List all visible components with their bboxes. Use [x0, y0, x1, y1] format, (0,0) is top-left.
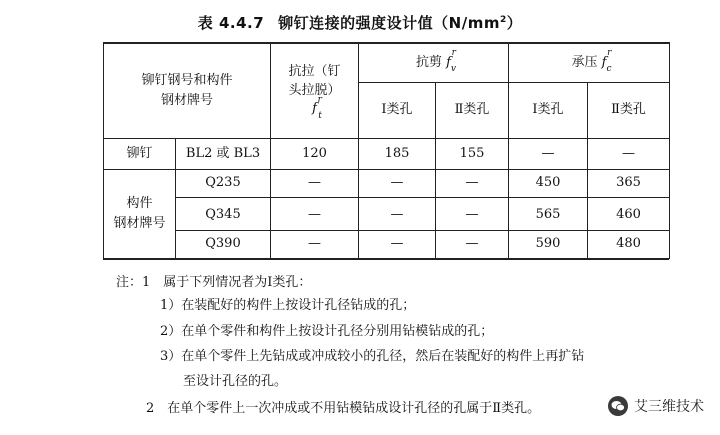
- q345-bearing-class2: 460: [616, 207, 641, 223]
- q390-tension: —: [308, 236, 321, 252]
- note-1-item-3-line2: 至设计孔径的孔。: [183, 374, 288, 389]
- q390-shear-class2: —: [465, 236, 479, 252]
- note-1-item-2: 2）在单个零件和构件上按设计孔径分别用钻模钻成的孔；: [160, 324, 494, 339]
- table-title-text: 铆钉连接的强度设计值（N/mm: [278, 14, 500, 32]
- watermark: [602, 393, 710, 419]
- bearing-symbol: f r c: [601, 47, 612, 75]
- rivet-grade: BL2 或 BL3: [185, 145, 261, 161]
- q235-tension: —: [308, 175, 321, 191]
- header-shear-class2: Ⅱ类孔: [454, 102, 490, 118]
- q390-bearing-class1: 590: [535, 236, 561, 252]
- member-label-line2: 钢材牌号: [113, 216, 166, 231]
- header-shear-label: 抗剪: [416, 54, 443, 70]
- member-label-line1: 构件: [126, 195, 153, 211]
- rivet-bearing-class1: —: [541, 145, 555, 161]
- header-bearing-class2: Ⅱ类孔: [611, 102, 646, 118]
- table-number: 表 4.4.7: [197, 14, 265, 32]
- header-bearing-class1: Ⅰ类孔: [532, 102, 564, 118]
- header-material-line2: 钢材牌号: [160, 93, 213, 108]
- title-close: ）: [506, 14, 523, 32]
- q390-shear-class1: —: [390, 236, 404, 252]
- shear-symbol: f r v: [446, 47, 456, 75]
- header-tension-line2: 头拉脱）: [288, 82, 341, 98]
- q390-bearing-class2: 480: [616, 236, 641, 252]
- q345-shear-class2: —: [465, 207, 479, 223]
- q235-grade: Q235: [205, 175, 241, 191]
- note-2: 2 在单个零件上一次冲成或不用钻模钻成设计孔径的孔属于Ⅱ类孔。: [146, 401, 541, 416]
- rivet-tension: 120: [302, 145, 327, 161]
- wechat-icon: [608, 396, 628, 416]
- header-bearing-label: 承压: [571, 54, 598, 70]
- header-tension-line1: 抗拉（钉: [288, 63, 341, 79]
- header-material-line1: 铆钉钢号和构件: [141, 72, 233, 88]
- rivet-shear-class2: 155: [459, 145, 485, 161]
- rivet-shear-class1: 185: [384, 145, 410, 161]
- note-1: 注：1 属于下列情况者为Ⅰ类孔：: [116, 275, 312, 290]
- q235-bearing-class1: 450: [535, 175, 561, 191]
- q235-shear-class2: —: [465, 175, 479, 191]
- header-shear-class1: Ⅰ类孔: [381, 102, 413, 118]
- q345-bearing-class1: 565: [535, 207, 561, 223]
- rivet-label: 铆钉: [126, 145, 153, 161]
- q345-grade: Q345: [205, 207, 241, 223]
- tension-symbol: f r t: [312, 95, 322, 122]
- note-1-item-3-line1: 3）在单个零件上先钻成或冲成较小的孔径，然后在装配好的构件上再扩钻: [160, 349, 585, 364]
- q235-bearing-class2: 365: [616, 175, 641, 191]
- title-unit-sup: 2: [499, 15, 507, 25]
- rivet-bearing-class2: —: [622, 145, 635, 161]
- watermark-text: 艾三维技术: [634, 399, 704, 415]
- note-1-item-1: 1）在装配好的构件上按设计孔径钻成的孔；: [160, 298, 416, 313]
- q235-shear-class1: —: [390, 175, 404, 191]
- q345-tension: —: [308, 207, 321, 223]
- q345-shear-class1: —: [390, 207, 404, 223]
- q390-grade: Q390: [205, 236, 241, 252]
